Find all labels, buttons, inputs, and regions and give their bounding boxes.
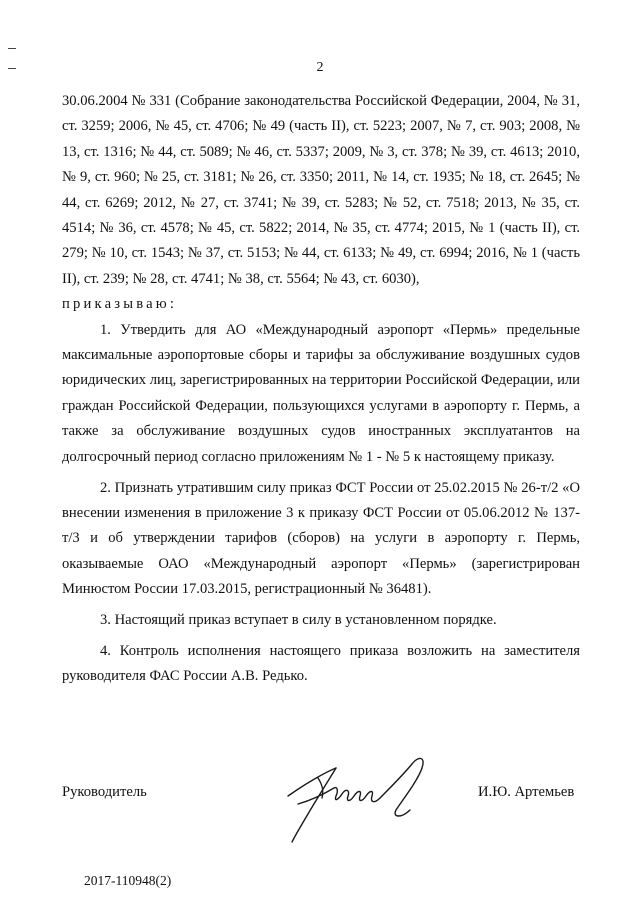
order-item-4: 4. Контроль исполнения настоящего приказа возложить на заместителя руководителя ФАС России А.В. Редько.: [62, 643, 580, 685]
margin-mark: [8, 48, 16, 49]
order-verb: приказываю:: [62, 296, 178, 313]
signer-title: Руководитель: [62, 784, 147, 800]
signer-name: И.Ю. Артемьев: [478, 784, 575, 800]
handwritten-signature: [278, 748, 443, 848]
document-body: [62, 89, 580, 690]
page-number: 2: [316, 60, 324, 75]
order-item-2: 2. Признать утратившим силу приказ ФСТ России от 25.02.2015 № 26-т/2 «О внесении изменения в приложение 3 к приказу ФСТ России от 05.06.2012 № 137-т/3 и об утверждении тарифов (сборов) на услуги в аэропорту г. Пермь, оказываемые ОАО «Международный аэропорт «Пермь» (зарегистрирован Минюстом России 17.03.2015, регистрационный № 36481).: [62, 479, 580, 598]
document-id: 2017-110948(2): [84, 873, 172, 888]
order-item-1: 1. Утвердить для АО «Международный аэропорт «Пермь» предельные максимальные аэропортовые сборы и тарифы за обслуживание воздушных судов юридических лиц, зарегистрированных на территории Российской Федерации, или граждан Российской Федерации, пользующихся услугами в аэропорту г. Пермь, а также за обслуживание воздушных судов иностранных эксплуатантов на долгосрочный период согласно приложениям № 1 - № 5 к настоящему приказу.: [62, 321, 580, 465]
order-item-3: 3. Настоящий приказ вступает в силу в установленном порядке.: [100, 612, 497, 629]
legal-citation-paragraph: 30.06.2004 № 331 (Собрание законодательства Российской Федерации, 2004, № 31, ст. 3259; 2006, № 45, ст. 4706; № 49 (часть II), ст. 5223; 2007, № 7, ст. 903; 2008, № 13, ст. 1316; № 44, ст. 5089; № 46, ст. 5337; 2009, № 3, ст. 378; № 39, ст. 4613; 2010, № 9, ст. 960; № 25, ст. 3181; № 26, ст. 3350; 2011, № 14, ст. 1935; № 18, ст. 2645; № 44, ст. 6269; 2012, № 27, ст. 3741; № 39, ст. 5283; № 52, ст. 7518; 2013, № 35, ст. 4514; № 36, ст. 4578; № 45, ст. 5822; 2014, № 35, ст. 4774; 2015, № 1 (часть II), ст. 279; № 10, ст. 1543; № 37, ст. 5153; № 44, ст. 6133; № 49, ст. 6994; 2016, № 1 (часть II), ст. 239; № 28, ст. 4741; № 38, ст. 5564; № 43, ст. 6030),: [62, 93, 580, 287]
